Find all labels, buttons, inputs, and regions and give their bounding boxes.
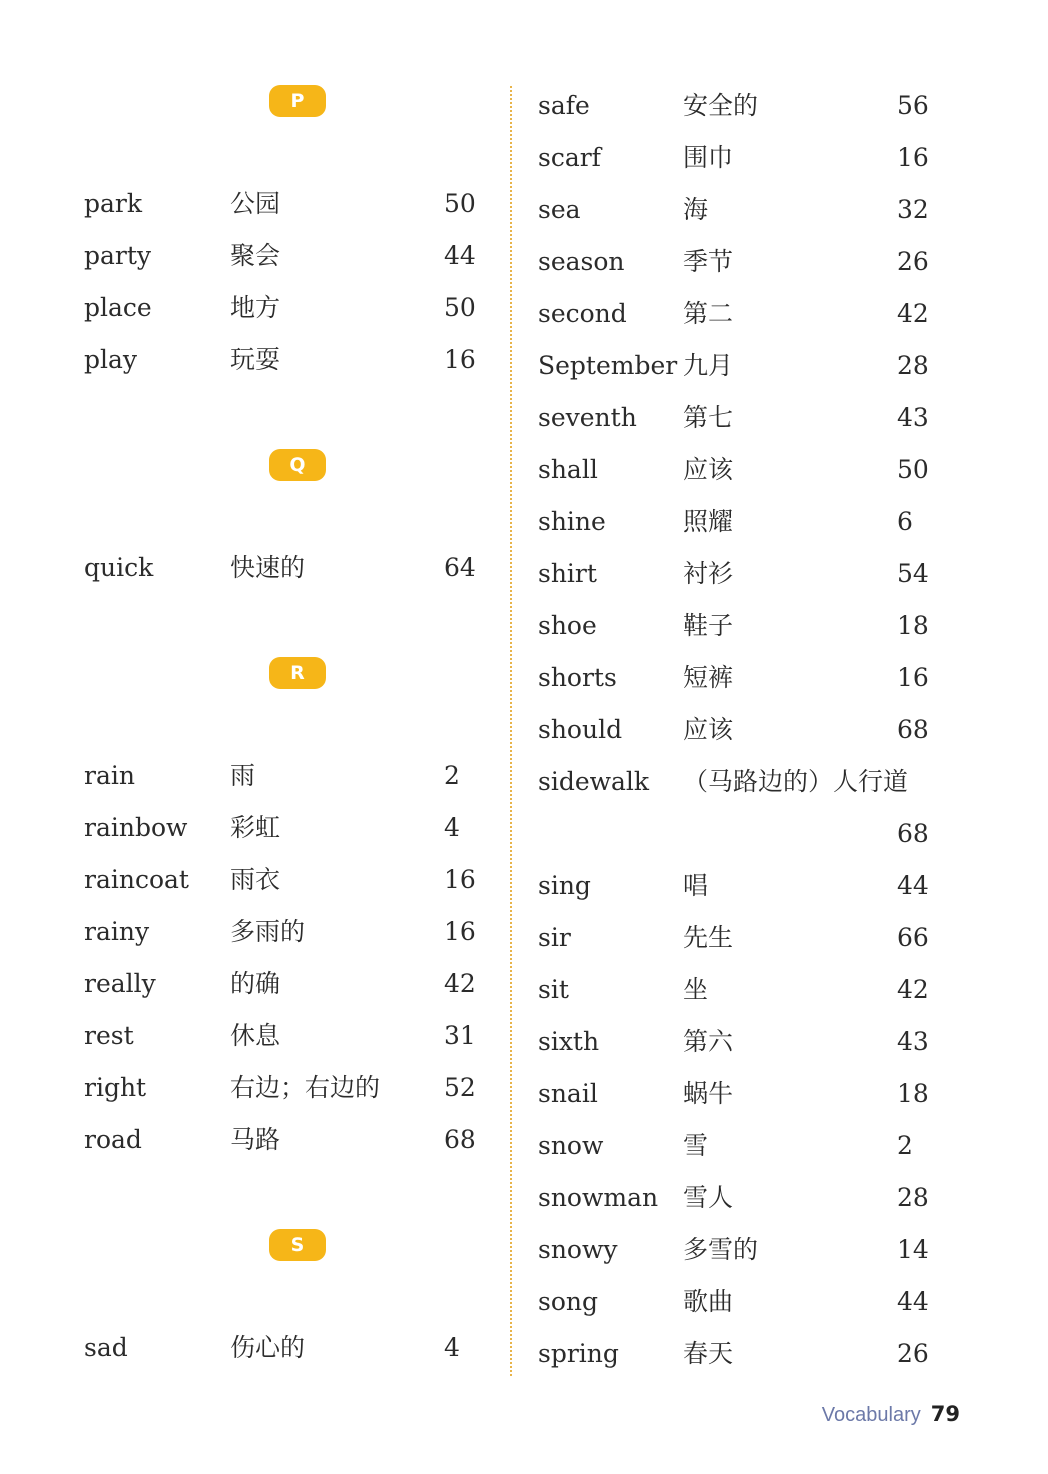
vocab-page: 28 bbox=[897, 1183, 929, 1212]
vocab-word: park bbox=[84, 189, 143, 218]
vocab-page: 31 bbox=[444, 1021, 476, 1050]
vocab-meaning: 季节 bbox=[683, 247, 734, 276]
vocab-word: road bbox=[84, 1125, 142, 1154]
vocab-page: 52 bbox=[444, 1073, 476, 1102]
vocab-meaning: 快速的 bbox=[230, 553, 306, 582]
vocab-word: rest bbox=[84, 1021, 134, 1050]
vocab-word: should bbox=[538, 715, 623, 744]
vocab-meaning: 唱 bbox=[683, 871, 709, 900]
vocab-meaning: 伤心的 bbox=[230, 1333, 306, 1362]
vocab-meaning: 照耀 bbox=[683, 507, 734, 536]
vocab-page: 28 bbox=[897, 351, 929, 380]
vocab-page: 42 bbox=[897, 975, 929, 1004]
vocab-word: right bbox=[84, 1073, 147, 1102]
vocab-page: 18 bbox=[897, 1079, 929, 1108]
vocab-page: 4 bbox=[444, 1333, 460, 1362]
vocab-meaning: 的确 bbox=[230, 969, 281, 998]
column-divider bbox=[510, 86, 512, 1376]
vocab-word: sing bbox=[538, 871, 591, 900]
vocab-meaning: 马路 bbox=[230, 1125, 281, 1154]
vocab-word: seventh bbox=[538, 403, 637, 432]
vocab-word: song bbox=[538, 1287, 598, 1316]
vocab-page: 44 bbox=[444, 241, 476, 270]
vocab-page: 6 bbox=[897, 507, 913, 536]
vocab-page: 2 bbox=[897, 1131, 913, 1160]
vocab-page: 32 bbox=[897, 195, 929, 224]
vocab-page: 16 bbox=[897, 143, 929, 172]
vocab-word: sad bbox=[84, 1333, 128, 1362]
page-number: 79 bbox=[930, 1402, 960, 1426]
vocab-word: place bbox=[84, 293, 152, 322]
vocab-word: rainbow bbox=[84, 813, 188, 842]
vocab-word: sea bbox=[538, 195, 581, 224]
vocab-word: spring bbox=[538, 1339, 619, 1368]
vocab-word: snowman bbox=[538, 1183, 659, 1212]
vocab-word: shorts bbox=[538, 663, 617, 692]
vocab-meaning: 应该 bbox=[683, 455, 734, 484]
vocab-page: 44 bbox=[897, 871, 929, 900]
vocab-page: 68 bbox=[444, 1125, 476, 1154]
vocab-meaning: 短裤 bbox=[683, 663, 734, 692]
vocab-meaning: 蜗牛 bbox=[683, 1079, 734, 1108]
vocab-word: season bbox=[538, 247, 625, 276]
vocab-meaning: 歌曲 bbox=[683, 1287, 734, 1316]
vocab-page: 16 bbox=[897, 663, 929, 692]
vocab-meaning: 休息 bbox=[230, 1021, 281, 1050]
vocab-word: rainy bbox=[84, 917, 150, 946]
vocab-meaning: 多雨的 bbox=[230, 917, 306, 946]
vocab-page: 16 bbox=[444, 917, 476, 946]
vocab-meaning: 多雪的 bbox=[683, 1235, 759, 1264]
vocab-meaning: 应该 bbox=[683, 715, 734, 744]
section-badge-q: Q bbox=[269, 449, 326, 481]
vocab-meaning: 雪 bbox=[683, 1131, 709, 1160]
vocab-page: 43 bbox=[897, 403, 929, 432]
vocab-meaning: 坐 bbox=[683, 975, 709, 1004]
vocab-meaning: 第六 bbox=[683, 1027, 734, 1056]
vocab-word: September bbox=[538, 351, 678, 380]
vocab-meaning: 雨衣 bbox=[230, 865, 281, 894]
page-footer bbox=[822, 1402, 960, 1436]
vocab-meaning: （马路边的）人行道 bbox=[683, 767, 909, 796]
vocab-page: 2 bbox=[444, 761, 460, 790]
vocab-word: rain bbox=[84, 761, 135, 790]
vocab-meaning: 九月 bbox=[683, 351, 734, 380]
vocab-meaning: 彩虹 bbox=[230, 813, 281, 842]
vocab-word: snail bbox=[538, 1079, 598, 1108]
vocab-meaning: 第二 bbox=[683, 299, 734, 328]
section-badge-r: R bbox=[269, 657, 326, 689]
vocab-meaning: 聚会 bbox=[230, 241, 281, 270]
vocab-page: 16 bbox=[444, 865, 476, 894]
vocab-page: 54 bbox=[897, 559, 929, 588]
vocab-word: sixth bbox=[538, 1027, 600, 1056]
vocab-meaning: 围巾 bbox=[683, 143, 734, 172]
vocab-word: sit bbox=[538, 975, 569, 1004]
vocab-page: 50 bbox=[444, 189, 476, 218]
vocab-word: raincoat bbox=[84, 865, 189, 894]
vocab-word: quick bbox=[84, 553, 154, 582]
vocab-word: snowy bbox=[538, 1235, 618, 1264]
vocab-page: 43 bbox=[897, 1027, 929, 1056]
vocab-page: 50 bbox=[444, 293, 476, 322]
vocab-page: 66 bbox=[897, 923, 929, 952]
vocab-meaning: 右边；右边的 bbox=[230, 1073, 381, 1102]
vocab-word: sidewalk bbox=[538, 767, 650, 796]
vocab-meaning: 安全的 bbox=[683, 91, 759, 120]
vocab-page: 50 bbox=[897, 455, 929, 484]
vocab-word: shine bbox=[538, 507, 606, 536]
section-badge-p: P bbox=[269, 85, 326, 117]
vocab-meaning: 春天 bbox=[683, 1339, 734, 1368]
vocab-word: second bbox=[538, 299, 627, 328]
vocab-word: sir bbox=[538, 923, 571, 952]
vocab-word: party bbox=[84, 241, 152, 270]
vocab-meaning: 地方 bbox=[230, 293, 281, 322]
vocab-word: really bbox=[84, 969, 156, 998]
vocab-word: shirt bbox=[538, 559, 597, 588]
vocab-page: 68 bbox=[897, 715, 929, 744]
vocab-page: 68 bbox=[897, 819, 929, 848]
vocab-page: 18 bbox=[897, 611, 929, 640]
vocab-word: shoe bbox=[538, 611, 597, 640]
vocab-page: 4 bbox=[444, 813, 460, 842]
vocab-page: 26 bbox=[897, 247, 929, 276]
vocab-page: 16 bbox=[444, 345, 476, 374]
section-badge-s: S bbox=[269, 1229, 326, 1261]
vocab-meaning: 第七 bbox=[683, 403, 734, 432]
vocab-meaning: 玩耍 bbox=[230, 345, 281, 374]
vocab-word: snow bbox=[538, 1131, 604, 1160]
vocab-page: 14 bbox=[897, 1235, 929, 1264]
vocab-page: 44 bbox=[897, 1287, 929, 1316]
vocab-word: scarf bbox=[538, 143, 601, 172]
vocab-meaning: 雪人 bbox=[683, 1183, 734, 1212]
vocab-word: safe bbox=[538, 91, 590, 120]
vocab-page: 56 bbox=[897, 91, 929, 120]
vocab-meaning: 雨 bbox=[230, 761, 256, 790]
vocab-page: 42 bbox=[897, 299, 929, 328]
footer-section-label: Vocabulary bbox=[821, 1404, 921, 1426]
vocab-meaning: 鞋子 bbox=[683, 611, 734, 640]
vocab-meaning: 衬衫 bbox=[683, 559, 734, 588]
vocab-page: 26 bbox=[897, 1339, 929, 1368]
vocab-page: 64 bbox=[444, 553, 476, 582]
vocab-meaning: 海 bbox=[683, 195, 709, 224]
vocab-page: 42 bbox=[444, 969, 476, 998]
vocab-word: play bbox=[84, 345, 138, 374]
vocab-word: shall bbox=[538, 455, 598, 484]
vocab-meaning: 先生 bbox=[683, 923, 734, 952]
vocab-meaning: 公园 bbox=[230, 189, 281, 218]
